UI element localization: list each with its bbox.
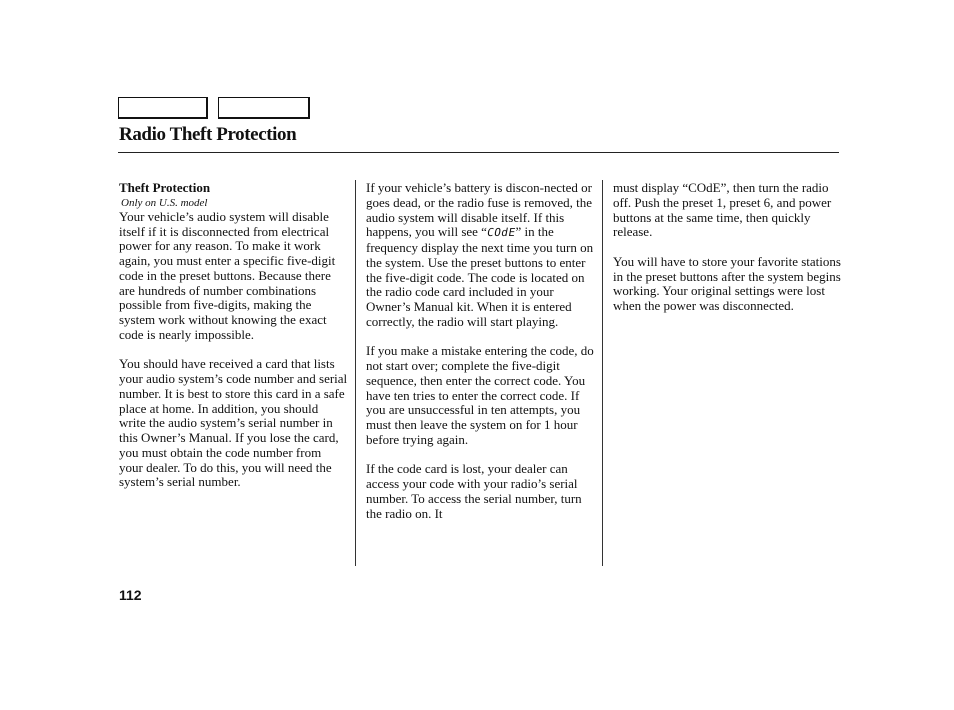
column-divider — [355, 180, 356, 566]
page-number: 112 — [119, 587, 142, 603]
paragraph: You will have to store your favorite stations in the preset buttons after the system begins working. Your original settings were lost when the power was disconnected. — [613, 253, 841, 313]
paragraph: You should have received a card that lists your audio system’s code number and serial number. It is best to store this card in a safe place at home. In addition, you should write the audio system’s serial number in this Owner’s Manual. If you lose the card, you must obtain the code number from your dealer. To do this, you will need the system’s serial number. — [119, 356, 348, 490]
nav-tab-contents[interactable] — [118, 97, 208, 119]
paragraph: must display “COdE”, then turn the radio off. Push the preset 1, preset 6, and power buttons at the same time, then quickly release. — [613, 180, 832, 240]
text-column-3 — [613, 181, 842, 329]
paragraph — [366, 181, 595, 330]
page-title: Radio Theft Protection — [119, 124, 297, 145]
paragraph: If you make a mistake entering the code, do not start over; complete the five-digit sequence, then enter the correct code. You have ten tries to enter the correct code. If you are unsuccessful in ten attempts, you must then leave the system on for 1 hour before trying again. — [366, 343, 594, 447]
lcd-code-display: COdE — [485, 226, 517, 240]
paragraph: If the code card is lost, your dealer can access your code with your radio’s serial number. To access the serial number, turn the radio on. It — [366, 461, 582, 521]
model-note: Only on U.S. model — [121, 196, 208, 209]
text-column-1 — [119, 181, 348, 505]
paragraph-text: If your vehicle’s battery is discon-nected or goes dead, or the radio fuse is removed, the audio system will disable itself. If this happens, you will see “ — [366, 180, 592, 240]
section-heading: Theft Protection — [119, 180, 211, 195]
title-divider — [118, 152, 839, 153]
paragraph-text: ” in the frequency display the next time you turn on the system. Use the preset buttons to enter the five-digit code. The code is located on the radio code card included in your Owner’s Manual kit. When it is entered correctly, the radio will start playing. — [366, 224, 594, 329]
column-divider — [602, 180, 603, 566]
paragraph: Your vehicle’s audio system will disable itself if it is disconnected from electrical power for any reason. To make it work again, you must enter a specific five-digit code in the preset buttons. Because there are hundreds of number combinations possible from five-digits, making the system work without knowing the exact code is nearly impossible. — [119, 208, 336, 342]
text-column-2 — [366, 181, 595, 536]
nav-tab-index[interactable] — [218, 97, 310, 119]
